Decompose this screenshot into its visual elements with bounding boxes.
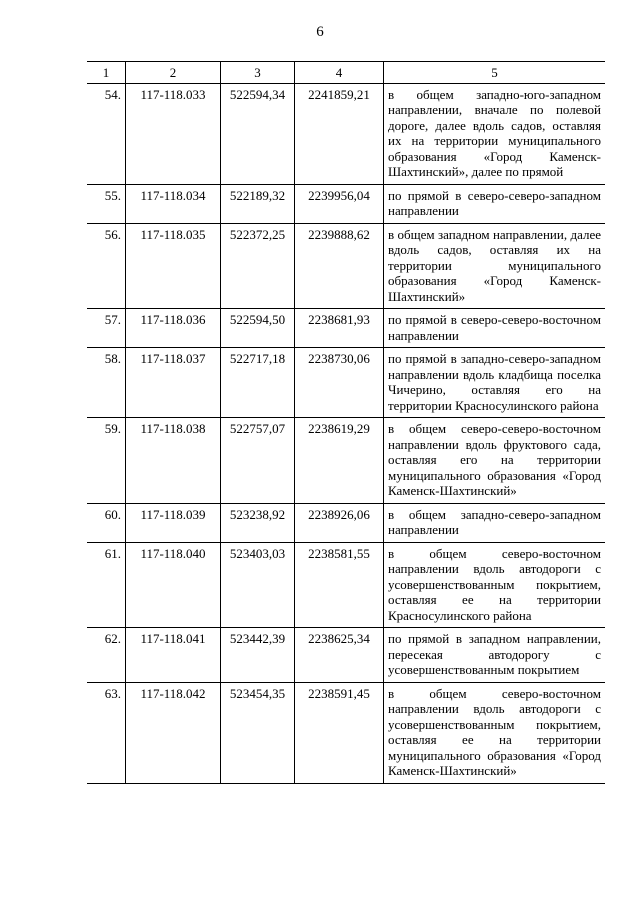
coord-y: 2239956,04 (295, 184, 384, 223)
boundary-description: по прямой в северо-северо-западном направлении (384, 184, 606, 223)
boundary-description: в общем северо-восточном направлении вдоль автодороги с усовершенствованным покрытием, оставляя ее на территории муниципального образования «Город Каменск-Шахтинский» (384, 682, 606, 783)
coord-x: 523238,92 (221, 503, 295, 542)
point-code: 117-118.034 (126, 184, 221, 223)
table-header-row (87, 62, 605, 84)
coord-y: 2238730,06 (295, 348, 384, 418)
coord-y: 2238581,55 (295, 542, 384, 628)
boundary-description: в общем западном направлении, далее вдоль садов, оставляя их на территории муниципального образования «Город Каменск-Шахтинский» (384, 223, 606, 309)
coord-x: 522372,25 (221, 223, 295, 309)
table-row (87, 628, 605, 683)
point-code: 117-118.033 (126, 83, 221, 184)
boundary-description: в общем западно-северо-западном направлении (384, 503, 606, 542)
coord-x: 523442,39 (221, 628, 295, 683)
coord-x: 522717,18 (221, 348, 295, 418)
table-row (87, 418, 605, 504)
table-row (87, 542, 605, 628)
row-number: 61. (87, 542, 126, 628)
row-number: 54. (87, 83, 126, 184)
row-number: 60. (87, 503, 126, 542)
coord-x: 523403,03 (221, 542, 295, 628)
coord-x: 522594,50 (221, 309, 295, 348)
column-header: 1 (87, 62, 126, 84)
boundary-description: по прямой в западном направлении, пересекая автодорогу с усовершенствованным покрытием (384, 628, 606, 683)
point-code: 117-118.039 (126, 503, 221, 542)
table-row (87, 83, 605, 184)
row-number: 63. (87, 682, 126, 783)
point-code: 117-118.035 (126, 223, 221, 309)
table-row (87, 309, 605, 348)
table-row (87, 184, 605, 223)
point-code: 117-118.036 (126, 309, 221, 348)
row-number: 58. (87, 348, 126, 418)
boundary-description: в общем северо-восточном направлении вдоль автодороги с усовершенствованным покрытием, оставляя ее на территории Красносулинского района (384, 542, 606, 628)
row-number: 57. (87, 309, 126, 348)
boundary-description: по прямой в западно-северо-западном направлении вдоль кладбища поселка Чичерино, оставляя его на территории Красносулинского района (384, 348, 606, 418)
row-number: 56. (87, 223, 126, 309)
row-number: 55. (87, 184, 126, 223)
point-code: 117-118.037 (126, 348, 221, 418)
column-header: 3 (221, 62, 295, 84)
coord-y: 2238619,29 (295, 418, 384, 504)
coord-y: 2238625,34 (295, 628, 384, 683)
coord-x: 522757,07 (221, 418, 295, 504)
point-code: 117-118.040 (126, 542, 221, 628)
page-number: 6 (316, 24, 324, 40)
coord-x: 522189,32 (221, 184, 295, 223)
boundary-description: в общем западно-юго-западном направлении, вначале по полевой дороге, далее вдоль садов, оставляя их на территории муниципального образования «Город Каменск-Шахтинский», далее по прямой (384, 83, 606, 184)
point-code: 117-118.042 (126, 682, 221, 783)
coord-y: 2238926,06 (295, 503, 384, 542)
table-row (87, 348, 605, 418)
coord-y: 2241859,21 (295, 83, 384, 184)
table-row (87, 682, 605, 783)
table-row (87, 503, 605, 542)
boundary-description: в общем северо-северо-восточном направлении вдоль фруктового сада, оставляя его на территории муниципального образования «Город Каменск-Шахтинский» (384, 418, 606, 504)
coord-y: 2238591,45 (295, 682, 384, 783)
column-header: 5 (384, 62, 606, 84)
coord-x: 522594,34 (221, 83, 295, 184)
point-code: 117-118.038 (126, 418, 221, 504)
column-header: 2 (126, 62, 221, 84)
coord-x: 523454,35 (221, 682, 295, 783)
row-number: 62. (87, 628, 126, 683)
point-code: 117-118.041 (126, 628, 221, 683)
row-number: 59. (87, 418, 126, 504)
coord-y: 2238681,93 (295, 309, 384, 348)
column-header: 4 (295, 62, 384, 84)
table-row (87, 223, 605, 309)
coord-y: 2239888,62 (295, 223, 384, 309)
boundary-points-table (87, 61, 605, 784)
boundary-description: по прямой в северо-северо-восточном направлении (384, 309, 606, 348)
